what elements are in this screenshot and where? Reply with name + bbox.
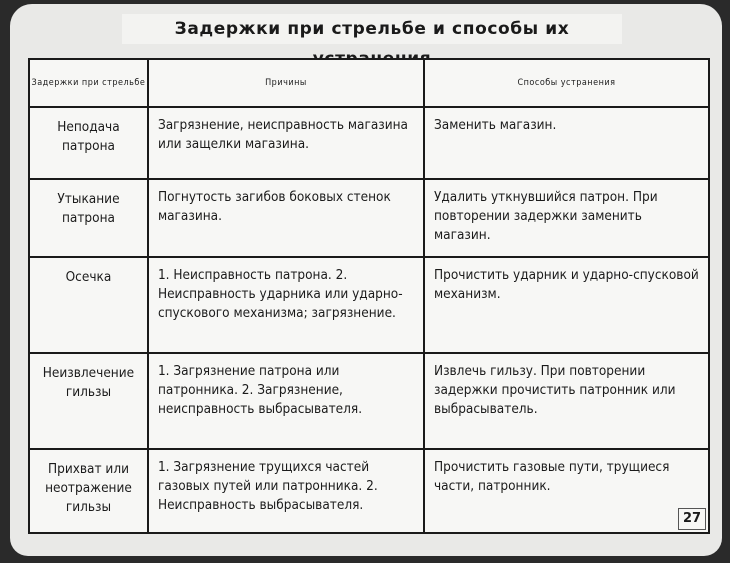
delay-cell: Прихват или неотражение гильзы [29,449,148,533]
page-title: Задержки при стрельбе и способы их [122,14,622,44]
table-row [29,179,709,257]
delay-cell: Осечка [29,257,148,353]
delay-cell: Неподача патрона [29,107,148,179]
remedy-cell: Заменить магазин. [424,107,709,179]
cause-cell: Погнутость загибов боковых стенок магазина. [148,179,424,257]
table-row [29,353,709,449]
header-delays: Задержки при стрельбе [29,59,148,107]
malfunctions-table [28,58,710,534]
table-header-row [29,59,709,107]
remedy-cell: Удалить уткнувшийся патрон. При повторении задержки заменить магазин. [424,179,709,257]
cause-cell: 1. Неисправность патрона. 2. Неисправность ударника или ударно-спускового механизма; загрязнение. [148,257,424,353]
header-causes: Причины [148,59,424,107]
delay-cell: Утыкание патрона [29,179,148,257]
header-remedies: Способы устранения [424,59,709,107]
table-row [29,257,709,353]
cause-cell: 1. Загрязнение патрона или патронника. 2. Загрязнение, неисправность выбрасывателя. [148,353,424,449]
cause-cell: 1. Загрязнение трущихся частей газовых путей или патронника. 2. Неисправность выбрасывателя. [148,449,424,533]
remedy-cell: Извлечь гильзу. При повторении задержки прочистить патронник или выбрасыватель. [424,353,709,449]
slide [10,4,722,556]
cause-cell: Загрязнение, неисправность магазина или защелки магазина. [148,107,424,179]
remedy-cell: Прочистить ударник и ударно-спусковой механизм. [424,257,709,353]
table-row [29,107,709,179]
page-number: 27 [678,508,706,530]
remedy-cell: Прочистить газовые пути, трущиеся части, патронник. [424,449,709,533]
table-row [29,449,709,533]
delay-cell: Неизвлечение гильзы [29,353,148,449]
